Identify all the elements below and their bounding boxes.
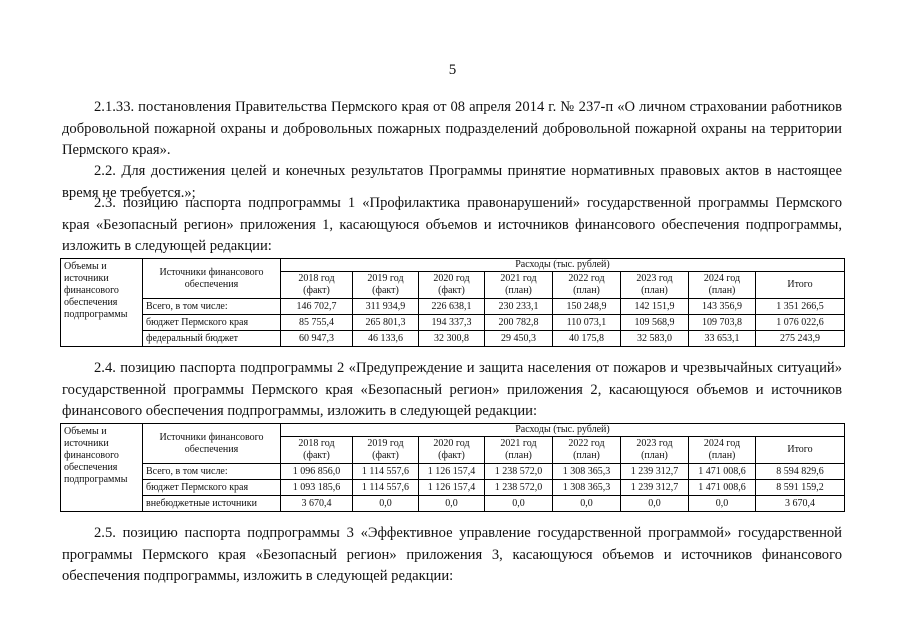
table-cell: 1 093 185,6	[281, 480, 353, 496]
sources-header: Источники финансового обеспечения	[143, 259, 281, 299]
year-header: 2019 год (факт)	[353, 272, 419, 299]
table-cell: 1 238 572,0	[485, 464, 553, 480]
total-header: Итого	[756, 272, 845, 299]
table-cell: 1 126 157,4	[419, 480, 485, 496]
table-cell: 0,0	[689, 496, 756, 512]
year-header: 2018 год (факт)	[281, 272, 353, 299]
year-header: 2018 год (факт)	[281, 437, 353, 464]
row-label: федеральный бюджет	[143, 331, 281, 347]
paragraph-2-3: 2.3. позицию паспорта подпрограммы 1 «Профилактика правонарушений» государственной программы Пермского края «Безопасный регион» приложения 1, касающуюся объемов и источников финансового обеспечения подпрограммы, изложить в следующей редакции:	[62, 195, 842, 254]
row-label: внебюджетные источники	[143, 496, 281, 512]
paragraph-2-1-33: 2.1.33. постановления Правительства Пермского края от 08 апреля 2014 г. № 237-п «О личном страховании работников добровольной пожарной охраны и добровольных пожарных подразделений добровольной пожарной охраны на территории Пермского края».	[62, 99, 842, 158]
table-cell: 60 947,3	[281, 331, 353, 347]
year-header: 2022 год (план)	[553, 437, 621, 464]
section-label: Объемы и источники финансового обеспечения подпрограммы	[61, 259, 143, 347]
expenses-header: Расходы (тыс. рублей)	[281, 424, 845, 437]
table-cell: 275 243,9	[756, 331, 845, 347]
row-label: бюджет Пермского края	[143, 315, 281, 331]
table-cell: 1 351 266,5	[756, 299, 845, 315]
table-row	[61, 299, 845, 315]
row-label: Всего, в том числе:	[143, 299, 281, 315]
year-header: 2020 год (факт)	[419, 437, 485, 464]
table-row	[61, 480, 845, 496]
table-cell: 1 239 312,7	[621, 464, 689, 480]
year-header: 2024 год (план)	[689, 272, 756, 299]
table-cell: 1 114 557,6	[353, 464, 419, 480]
year-header: 2024 год (план)	[689, 437, 756, 464]
financing-table-subprogram-2	[60, 423, 845, 512]
financing-table-subprogram-1	[60, 258, 845, 347]
table-cell: 265 801,3	[353, 315, 419, 331]
table-cell: 143 356,9	[689, 299, 756, 315]
table-cell: 1 308 365,3	[553, 464, 621, 480]
table-cell: 40 175,8	[553, 331, 621, 347]
table-cell: 8 594 829,6	[756, 464, 845, 480]
table-cell: 32 300,8	[419, 331, 485, 347]
paragraph-2-4: 2.4. позицию паспорта подпрограммы 2 «Предупреждение и защита населения от пожаров и чрезвычайных ситуаций» государственной программы Пермского края «Безопасный регион» приложения 2, касающуюся объемов и источников финансового обеспечения подпрограммы, изложить в следующей редакции:	[62, 360, 842, 419]
year-header: 2019 год (факт)	[353, 437, 419, 464]
table-cell: 109 703,8	[689, 315, 756, 331]
table-cell: 230 233,1	[485, 299, 553, 315]
table-cell: 46 133,6	[353, 331, 419, 347]
section-label: Объемы и источники финансового обеспечения подпрограммы	[61, 424, 143, 512]
table-cell: 3 670,4	[756, 496, 845, 512]
table-cell: 3 670,4	[281, 496, 353, 512]
table-cell: 1 076 022,6	[756, 315, 845, 331]
table-cell: 1 114 557,6	[353, 480, 419, 496]
table-cell: 0,0	[353, 496, 419, 512]
table-cell: 226 638,1	[419, 299, 485, 315]
year-header: 2020 год (факт)	[419, 272, 485, 299]
row-label: бюджет Пермского края	[143, 480, 281, 496]
table-cell: 1 239 312,7	[621, 480, 689, 496]
paragraph-2-2: 2.2. Для достижения целей и конечных результатов Программы принятие нормативных правовых актов в настоящее время не требуется.»;	[62, 163, 842, 201]
table-cell: 311 934,9	[353, 299, 419, 315]
table-cell: 29 450,3	[485, 331, 553, 347]
year-header: 2021 год (план)	[485, 272, 553, 299]
table-cell: 150 248,9	[553, 299, 621, 315]
table-cell: 146 702,7	[281, 299, 353, 315]
table-cell: 32 583,0	[621, 331, 689, 347]
table-cell: 1 308 365,3	[553, 480, 621, 496]
table-cell: 1 126 157,4	[419, 464, 485, 480]
table-cell: 142 151,9	[621, 299, 689, 315]
table-cell: 1 238 572,0	[485, 480, 553, 496]
table-cell: 1 096 856,0	[281, 464, 353, 480]
year-header: 2021 год (план)	[485, 437, 553, 464]
table-cell: 0,0	[485, 496, 553, 512]
table-cell: 0,0	[419, 496, 485, 512]
page-number: 5	[448, 62, 457, 78]
table-cell: 109 568,9	[621, 315, 689, 331]
table-cell: 33 653,1	[689, 331, 756, 347]
table-cell: 110 073,1	[553, 315, 621, 331]
table-row	[61, 315, 845, 331]
table-cell: 85 755,4	[281, 315, 353, 331]
row-label: Всего, в том числе:	[143, 464, 281, 480]
table-cell: 1 471 008,6	[689, 464, 756, 480]
table-cell: 194 337,3	[419, 315, 485, 331]
table-cell: 1 471 008,6	[689, 480, 756, 496]
table-cell: 0,0	[553, 496, 621, 512]
paragraph-2-5: 2.5. позицию паспорта подпрограммы 3 «Эффективное управление государственной программой» государственной программы Пермского края «Безопасный регион» приложения 3, касающуюся объемов и источников финансового обеспечения подпрограммы, изложить в следующей редакции:	[62, 525, 842, 584]
year-header: 2022 год (план)	[553, 272, 621, 299]
total-header: Итого	[756, 437, 845, 464]
table-row	[61, 464, 845, 480]
sources-header: Источники финансового обеспечения	[143, 424, 281, 464]
expenses-header: Расходы (тыс. рублей)	[281, 259, 845, 272]
table-row	[61, 496, 845, 512]
year-header: 2023 год (план)	[621, 437, 689, 464]
table-row	[61, 331, 845, 347]
table-cell: 8 591 159,2	[756, 480, 845, 496]
table-cell: 0,0	[621, 496, 689, 512]
year-header: 2023 год (план)	[621, 272, 689, 299]
table-cell: 200 782,8	[485, 315, 553, 331]
